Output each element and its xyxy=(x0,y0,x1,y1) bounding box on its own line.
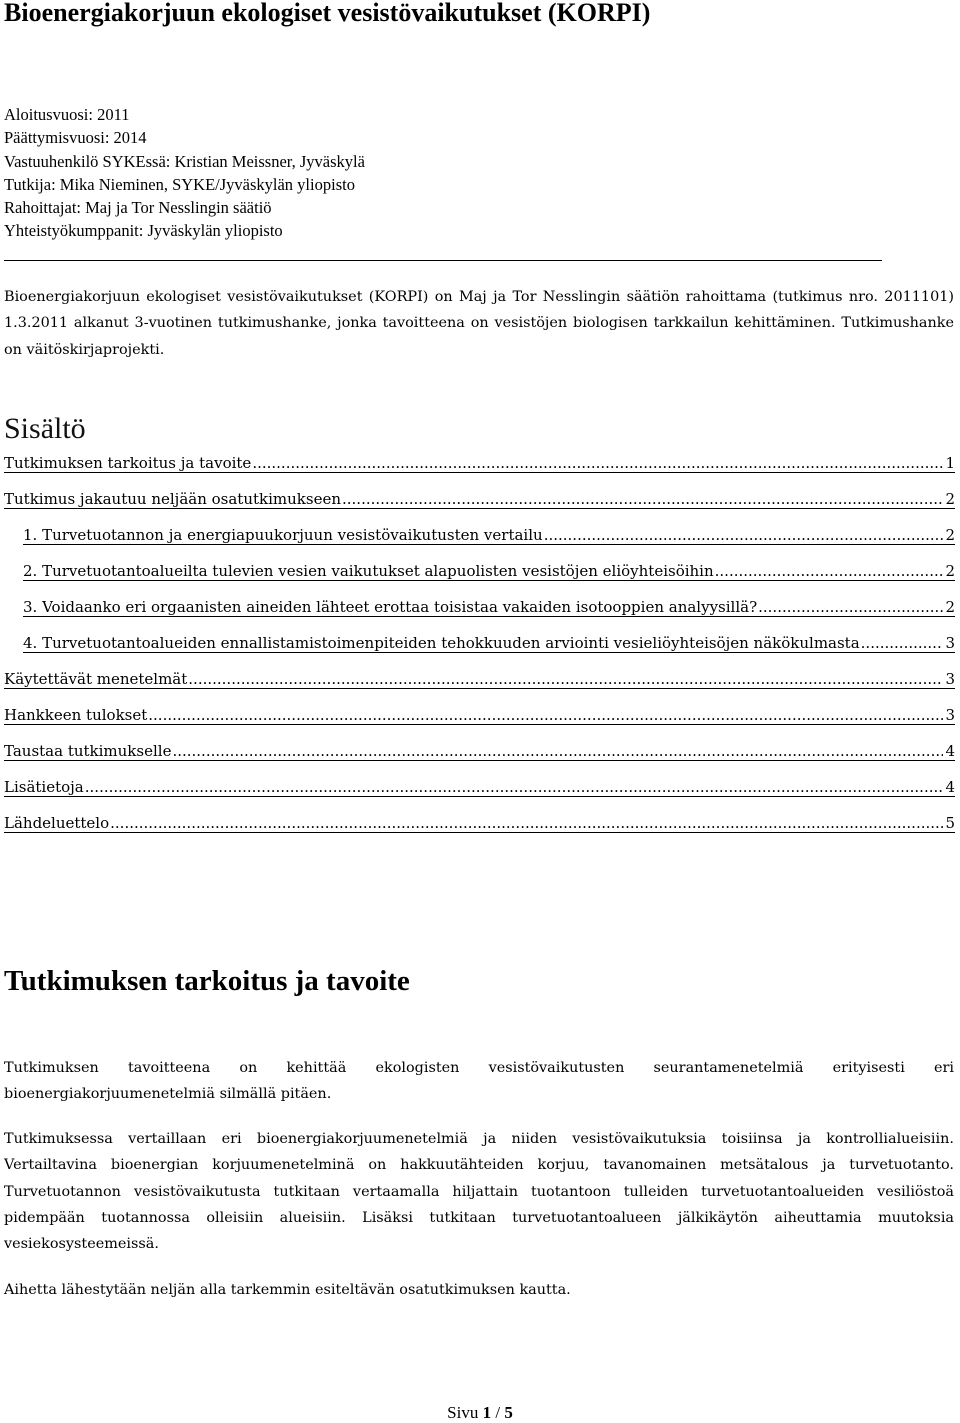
meta-responsible-person: Vastuuhenkilö SYKEssä: Kristian Meissner, Jyväskylä xyxy=(4,151,365,171)
current-page-number: 1 xyxy=(482,1403,492,1422)
horizontal-rule xyxy=(4,260,882,261)
meta-researcher: Tutkija: Mika Nieminen, SYKE/Jyväskylän yliopisto xyxy=(4,174,355,194)
meta-partners: Yhteistyökumppanit: Jyväskylän yliopisto xyxy=(4,221,283,241)
document-title: Bioenergiakorjuun ekologiset vesistövaikutukset (KORPI) xyxy=(4,0,651,27)
toc-entry[interactable]: Lähdeluettelo ..... 5 xyxy=(4,808,955,833)
project-metadata xyxy=(4,103,365,243)
meta-end-year: Päättymisvuosi: 2014 xyxy=(4,128,147,148)
meta-start-year: Aloitusvuosi: 2011 xyxy=(4,105,130,124)
toc-entry[interactable]: Lisätietoja ..... 4 xyxy=(4,772,955,797)
total-pages: 5 xyxy=(504,1403,513,1422)
section-paragraph: Tutkimuksessa vertaillaan eri bioenergiakorjuumenetelmiä ja niiden vesistövaikutuksia toisiinsa ja kontrollialueisiin. Vertailtavina bioenergian korjuumenetelminä on hakkuutähteiden korjuu, tavanomainen metsätalous ja turvetuotanto. Turvetuotannon vesistövaikutusta tutkitaan vertaamalla hiljattain tuotantoon tulleiden turvetuotantoalueiden vesiliöstoä pidempään tuotannossa olleisiin alueisiin. Lisäksi tutkitaan turvetuotantoalueen jälkikäytön aiheuttamia muutoksia vesiekosysteemeissä. xyxy=(4,1131,954,1253)
toc-heading: Sisältö xyxy=(4,412,86,445)
toc-entry[interactable]: Hankkeen tulokset ..... 3 xyxy=(4,700,955,725)
toc-entry[interactable]: Taustaa tutkimukselle ..... 4 xyxy=(4,736,955,761)
section-paragraph: Tutkimuksen tavoitteena on kehittää ekologisten vesistövaikutusten seurantamenetelmiä erityisesti eri bioenergiakorjuumenetelmiä silmällä pitäen. xyxy=(4,1060,954,1103)
toc-entry[interactable]: Tutkimuksen tarkoitus ja tavoite ..... 1 xyxy=(4,448,955,473)
toc-entry[interactable]: Käytettävät menetelmät ..... 3 xyxy=(4,664,955,689)
toc-entry[interactable]: 2. Turvetuotantoalueilta tulevien vesien vaikutukset alapuolisten vesistöjen eliöyhteisöihin ..... 2 xyxy=(23,556,955,581)
meta-funders: Rahoittajat: Maj ja Tor Nesslingin säätiö xyxy=(4,198,272,218)
section-heading: Tutkimuksen tarkoitus ja tavoite xyxy=(4,965,410,997)
toc-entry[interactable]: 4. Turvetuotantoalueiden ennallistamistoimenpiteiden tehokkuuden arviointi vesieliöyhteisöjen näkökulmasta ..... 3 xyxy=(23,628,955,653)
toc-entry[interactable]: Tutkimus jakautuu neljään osatutkimukseen ..... 2 xyxy=(4,484,955,509)
intro-paragraph: Bioenergiakorjuun ekologiset vesistövaikutukset (KORPI) on Maj ja Tor Nesslingin säätiön rahoittama (tutkimus nro. 2011101) 1.3.2011 alkanut 3-vuotinen tutkimushanke, jonka tavoitteena on vesistöjen biologisen tarkkailun kehittäminen. Tutkimushanke on väitöskirjaprojekti. xyxy=(4,289,954,358)
page-label: Sivu xyxy=(447,1403,479,1422)
page-footer xyxy=(0,1403,960,1423)
section-paragraph: Aihetta lähestytään neljän alla tarkemmin esiteltävän osatutkimuksen kautta. xyxy=(4,1282,571,1298)
toc-entry[interactable]: 1. Turvetuotannon ja energiapuukorjuun vesistövaikutusten vertailu ..... 2 xyxy=(23,520,955,545)
toc-entry[interactable]: 3. Voidaanko eri orgaanisten aineiden lähteet erottaa toisistaa vakaiden isotooppien analyysillä? ..... 2 xyxy=(23,592,955,617)
page-separator: / xyxy=(495,1403,501,1422)
